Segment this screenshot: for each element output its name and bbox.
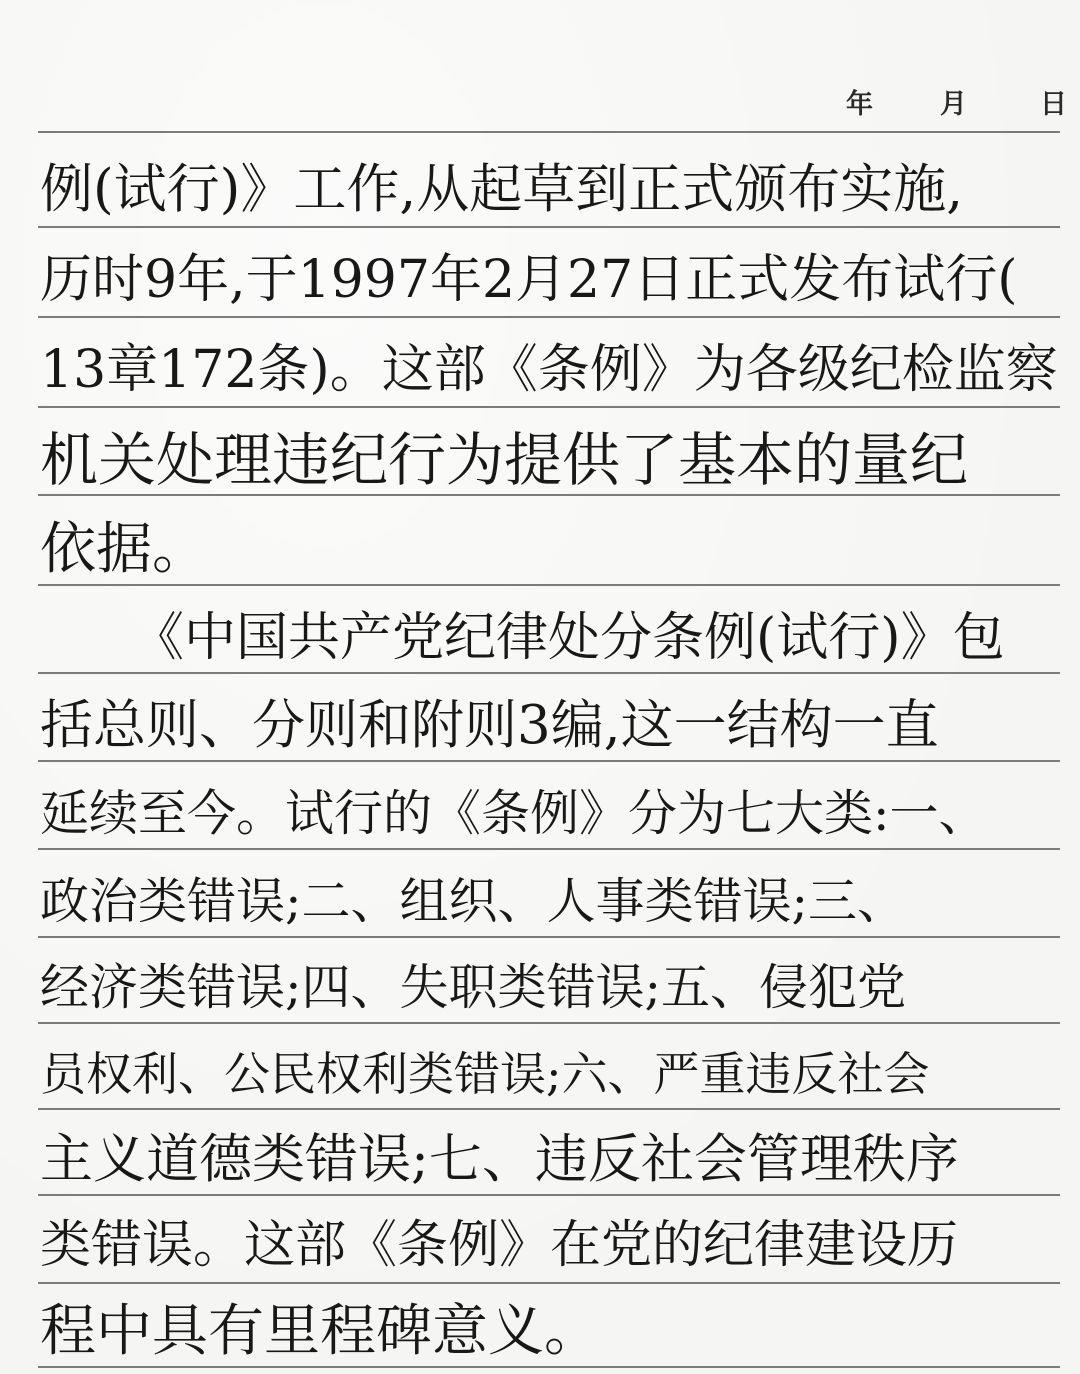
text-line-13: 类错误。这部《条例》在党的纪律建设历 — [40, 1216, 959, 1275]
text-line-1: 例(试行)》工作,从起草到正式颁布实施, — [40, 159, 964, 220]
text-line-5: 依据。 — [40, 517, 208, 582]
month-label: 月 — [940, 89, 968, 120]
text-line-2: 历时9年,于1997年2月27日正式发布试行( — [40, 250, 1018, 310]
day-label: 日 — [1040, 89, 1068, 120]
text-line-7: 括总则、分则和附则3编,这一结构一直 — [40, 695, 939, 756]
text-line-3: 13章172条)。这部《条例》为各级纪检监察 — [40, 340, 1058, 400]
text-line-6: 《中国共产党纪律处分条例(试行)》包 — [132, 608, 1005, 668]
text-line-9: 政治类错误;二、组织、人事类错误;三、 — [40, 873, 907, 930]
text-line-8: 延续至今。试行的《条例》分为七大类:一、 — [40, 785, 988, 842]
ruled-line — [38, 131, 1060, 133]
text-line-14: 程中具有里程碑意义。 — [40, 1299, 600, 1364]
text-line-12: 主义道德类错误;七、违反社会管理秩序 — [40, 1129, 959, 1190]
text-line-4: 机关处理违纪行为提供了基本的量纪 — [40, 426, 969, 494]
year-label: 年 — [846, 89, 874, 120]
date-header — [0, 82, 1080, 122]
text-line-11: 员权利、公民权利类错误;六、严重违反社会 — [40, 1047, 930, 1101]
text-line-10: 经济类错误;四、失职类错误;五、侵犯党 — [40, 959, 907, 1016]
